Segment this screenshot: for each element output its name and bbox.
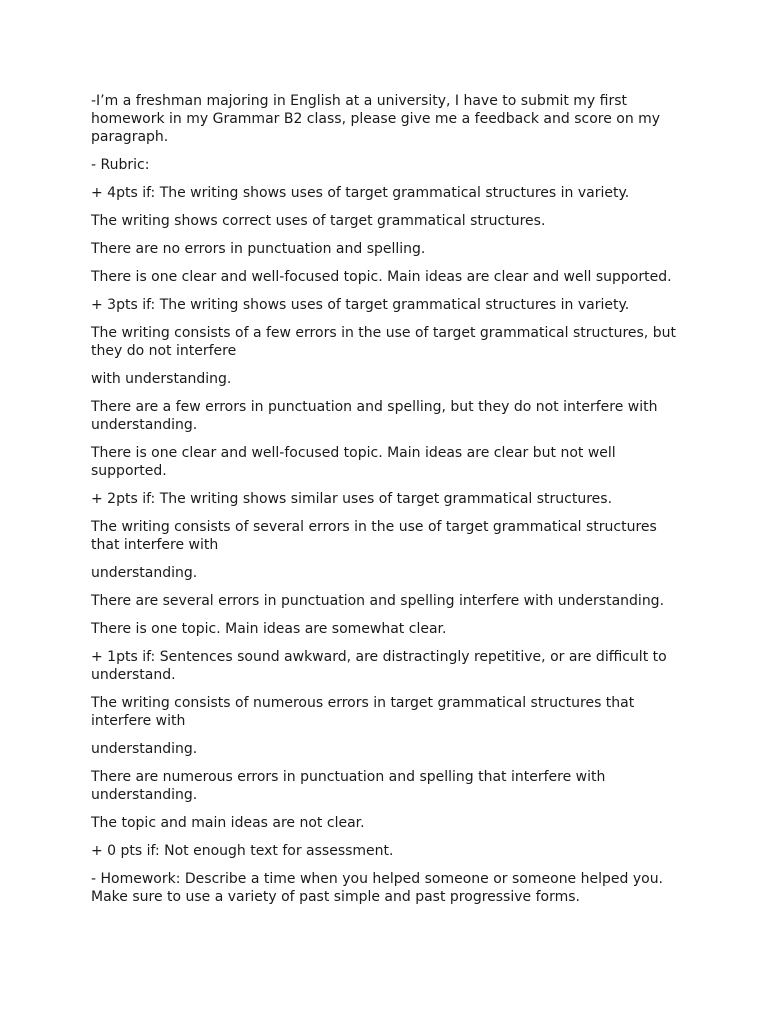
rubric-3pts-criterion: The writing consists of a few errors in the use of target grammatical structures, but they do not interfere (91, 325, 676, 359)
rubric-2pts-criterion: The writing consists of several errors in the use of target grammatical structures that interfere with (91, 519, 657, 553)
rubric-4pts-criterion: There is one clear and well-focused topic. Main ideas are clear and well supported. (91, 269, 672, 285)
intro-request: -I’m a freshman majoring in English at a university, I have to submit my first homework in my Grammar B2 class, please give me a feedback and score on my paragraph. (91, 93, 661, 145)
rubric-heading: - Rubric: (91, 157, 150, 173)
rubric-2pts-criterion: There are several errors in punctuation and spelling interfere with understanding. (91, 593, 665, 609)
homework-prompt: - Homework: Describe a time when you helped someone or someone helped you. Make sure to use a variety of past simple and past progressive forms. (91, 871, 664, 905)
rubric-2pts-criterion: There is one topic. Main ideas are somewhat clear. (91, 621, 447, 637)
rubric-4pts-criterion: There are no errors in punctuation and spelling. (91, 241, 426, 257)
rubric-1pts-criterion: There are numerous errors in punctuation and spelling that interfere with understanding. (91, 769, 606, 803)
rubric-0pts-heading: + 0 pts if: Not enough text for assessment. (91, 843, 394, 859)
rubric-3pts-criterion: with understanding. (91, 371, 232, 387)
rubric-1pts-criterion: The topic and main ideas are not clear. (91, 815, 365, 831)
document-body (91, 92, 676, 916)
rubric-3pts-heading: + 3pts if: The writing shows uses of target grammatical structures in variety. (91, 297, 630, 313)
rubric-3pts-criterion: There is one clear and well-focused topic. Main ideas are clear but not well supported. (91, 445, 616, 479)
rubric-4pts-heading: + 4pts if: The writing shows uses of target grammatical structures in variety. (91, 185, 630, 201)
rubric-4pts-criterion: The writing shows correct uses of target grammatical structures. (91, 213, 546, 229)
rubric-2pts-criterion: understanding. (91, 565, 198, 581)
rubric-1pts-criterion: The writing consists of numerous errors in target grammatical structures that interfere with (91, 695, 635, 729)
rubric-1pts-heading: + 1pts if: Sentences sound awkward, are distractingly repetitive, or are difficult to understand. (91, 649, 667, 683)
rubric-3pts-criterion: There are a few errors in punctuation and spelling, but they do not interfere with understanding. (91, 399, 658, 433)
rubric-1pts-criterion: understanding. (91, 741, 198, 757)
rubric-2pts-heading: + 2pts if: The writing shows similar uses of target grammatical structures. (91, 491, 613, 507)
